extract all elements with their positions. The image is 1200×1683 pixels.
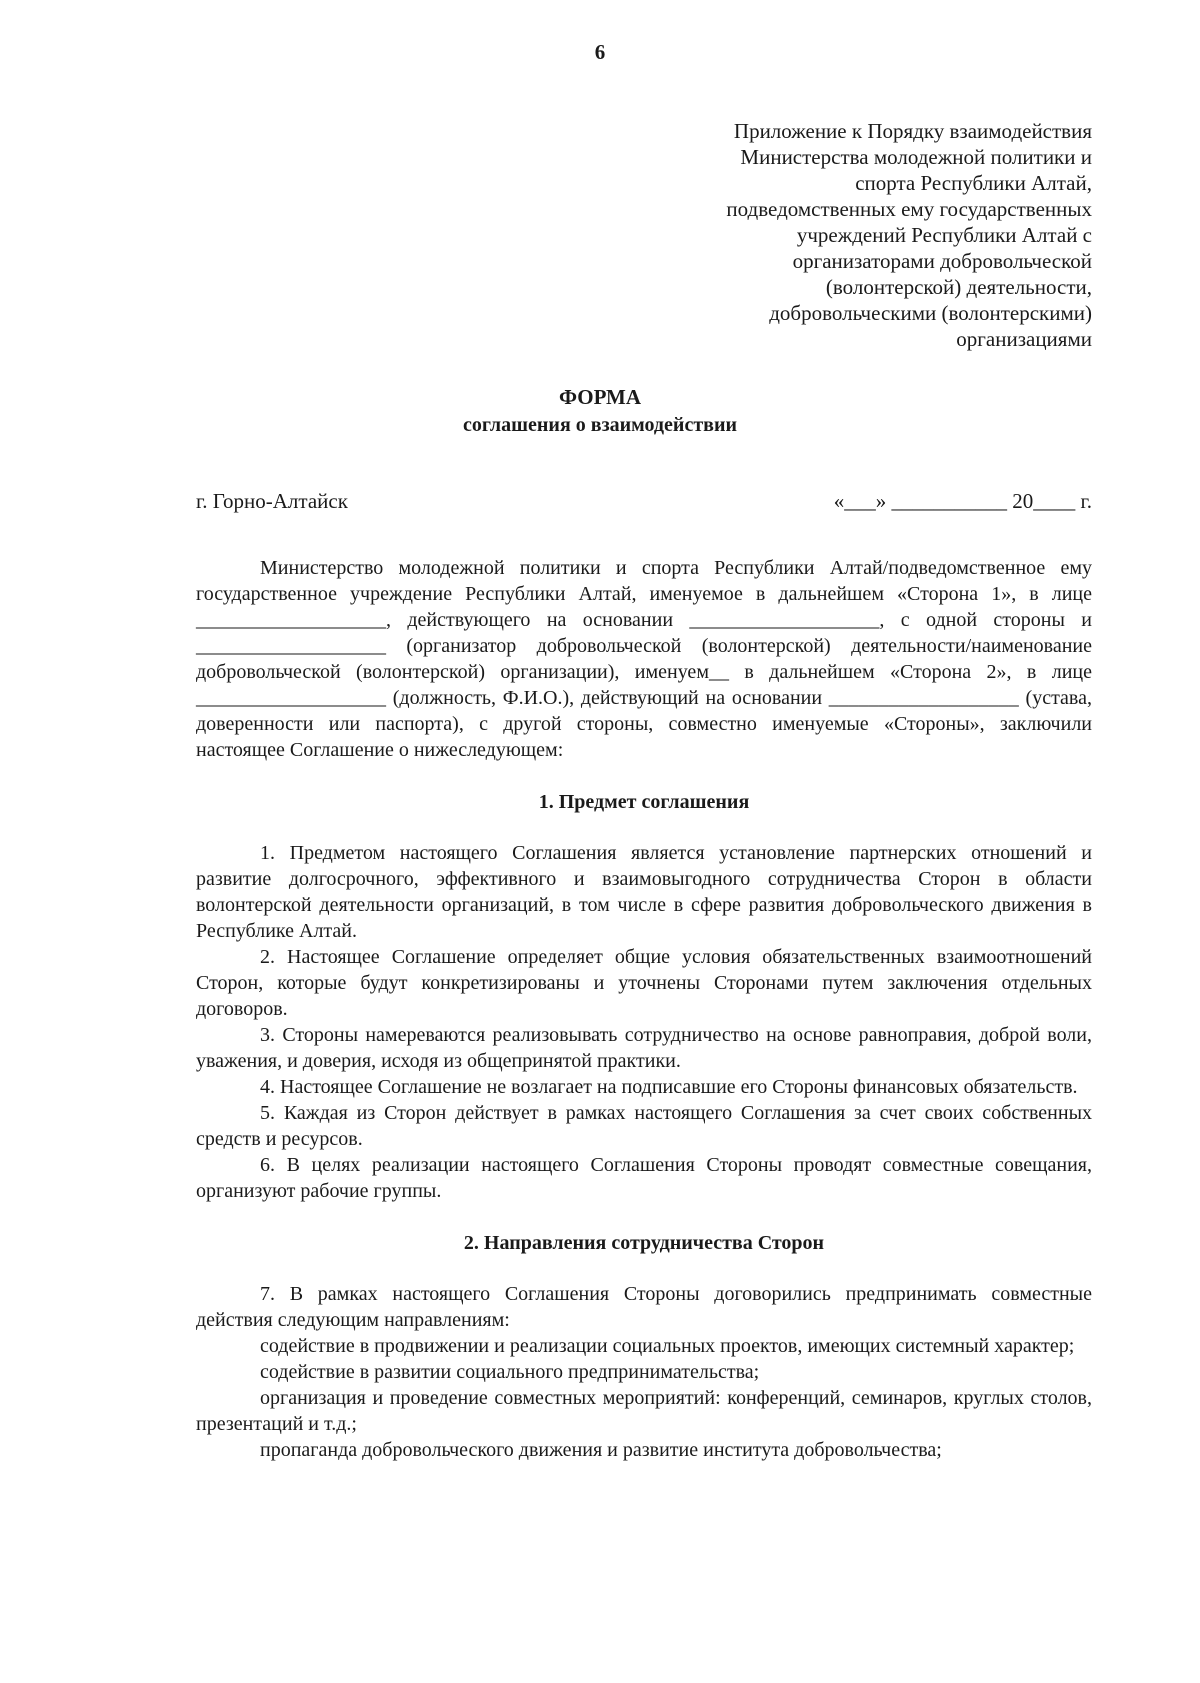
city: г. Горно-Алтайск — [196, 489, 348, 513]
appendix-line: Приложение к Порядку взаимодействия — [733, 119, 1092, 143]
section-heading-2: 2. Направления сотрудничества Сторон — [463, 1232, 825, 1254]
intro-block — [196, 555, 1092, 763]
section2-paragraph: содействие в продвижении и реализации социальных проектов, имеющих системный характер; — [260, 1335, 1075, 1357]
appendix-header — [632, 118, 1092, 352]
section2-paragraph: содействие в развитии социального предпринимательства; — [260, 1361, 760, 1383]
form-title-block — [0, 383, 1200, 439]
section2-paragraph: организация и проведение совместных мероприятий: конференций, семинаров, круглых столов, презентаций и т.д.; — [196, 1387, 1092, 1435]
form-title: ФОРМА — [558, 385, 642, 409]
form-subtitle: соглашения о взаимодействии — [462, 414, 737, 436]
section1-paragraph: 3. Стороны намереваются реализовывать сотрудничество на основе равноправия, доброй воли, уважения, и доверия, исходя из общепринятой практики. — [196, 1024, 1092, 1072]
appendix-line: подведомственных ему государственных — [726, 197, 1092, 221]
appendix-line: (волонтерской) деятельности, — [825, 275, 1092, 299]
appendix-line: учреждений Республики Алтай с — [796, 223, 1092, 247]
section2-paragraph: пропаганда добровольческого движения и развитие института добровольчества; — [260, 1439, 942, 1461]
appendix-line: организациями — [956, 327, 1092, 351]
section1-paragraph: 4. Настоящее Соглашение не возлагает на подписавшие его Стороны финансовых обязательств. — [260, 1076, 1078, 1098]
appendix-line: спорта Республики Алтай, — [855, 171, 1092, 195]
section1-paragraph: 2. Настоящее Соглашение определяет общие условия обязательственных взаимоотношений Сторон, которые будут конкретизированы и уточнены Сторонами путем заключения отдельных договоров. — [196, 946, 1092, 1020]
section1-paragraph: 6. В целях реализации настоящего Соглашения Стороны проводят совместные совещания, организуют рабочие группы. — [196, 1154, 1092, 1202]
intro-paragraph: Министерство молодежной политики и спорта Республики Алтай/подведомственное ему государственное учреждение Республики Алтай, именуемое в дальнейшем «Сторона 1», в лице ___________________, действующего на основании ___________________, с одной стороны и ___________________ (организатор добровольческой (волонтерской) деятельности/наименование добровольческой (волонтерской) организации), именуем__ в дальнейшем «Сторона 2», в лице ___________________ (должность, Ф.И.О.), действующий на основании ___________________ (устава, доверенности или паспорта), с другой стороны, совместно именуемые «Стороны», заключили настоящее Соглашение о нижеследующем: — [196, 557, 1092, 761]
section1-paragraph: 1. Предметом настоящего Соглашения является установление партнерских отношений и развитие долгосрочного, эффективного и взаимовыгодного сотрудничества Сторон в области волонтерской деятельности организаций, в том числе в сфере развития добровольческого движения в Республике Алтай. — [196, 842, 1092, 942]
appendix-line: Министерства молодежной политики и — [740, 145, 1092, 169]
appendix-line: добровольческими (волонтерскими) — [769, 301, 1092, 325]
agreement-body — [196, 555, 1092, 1463]
section1-paragraph: 5. Каждая из Сторон действует в рамках настоящего Соглашения за счет своих собственных средств и ресурсов. — [196, 1102, 1092, 1150]
appendix-line: организаторами добровольческой — [792, 249, 1092, 273]
page-number: 6 — [594, 40, 606, 64]
date-field: «___» ___________ 20____ г. — [833, 489, 1092, 513]
section-heading-1: 1. Предмет соглашения — [538, 791, 750, 813]
section2-paragraph: 7. В рамках настоящего Соглашения Стороны договорились предпринимать совместные действия следующим направлениям: — [196, 1283, 1092, 1331]
